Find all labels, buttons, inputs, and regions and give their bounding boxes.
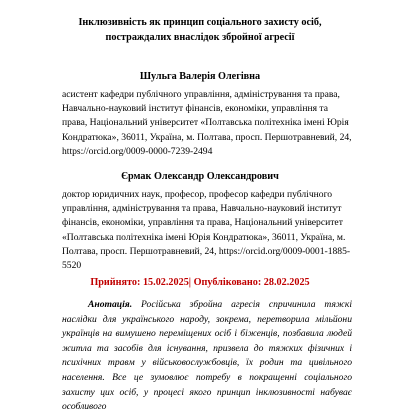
abstract [62,298,352,415]
author-affiliation-1: асистент кафедри публічного управління, адміністрування та права, Навчально-науковий інститут фінансів, економіки, управління та права, Національний університет «Полтавська політехніка імені Юрія Кондратюка», 36011, Україна, м. Полтава, просп. Першотравневий, 24, https://orcid.org/0009-0000-7239-2494 [62,89,352,157]
publication-dates: Прийнято: 15.02.2025| Опубліковано: 28.02.2025 [90,277,310,288]
author-name-1: Шульга Валерія Олегівна [139,71,261,82]
author-name-2: Єрмак Олександр Олександрович [121,171,279,182]
paper-title: Інклюзивність як принцип соціального захисту осіб, постраждалих внаслідок збройної агресії [78,17,322,43]
abstract-label: Анотація. [88,299,133,310]
author-affiliation-2: доктор юридичних наук, професор, професор кафедри публічного управління, адміністрування та права, Навчально-науковий інститут фінансів, економіки, управління та права, Національний університет «Полтавська політехніка імені Юрія Кондратюка», 36011, Україна, м. Полтава, просп. Першотравневий, 24, https://orcid.org/0009-0001-1885-5520 [62,189,351,272]
abstract-text: Російська збройна агресія спричинила тяжкі наслідки для українського народу, зокрема, перетворила мільйони українців на вимушено переміщених осіб і біженців, позбавила людей житла та засобів для існування, призвела до тяжких фізичних і психічних травм у військовослужбовців, їх родин та цивільного населення. Все це зумовлює потребу в покращенні соціального захисту цих осіб, у процесі якого принцип інклюзивності набуває особливого [62,299,353,413]
